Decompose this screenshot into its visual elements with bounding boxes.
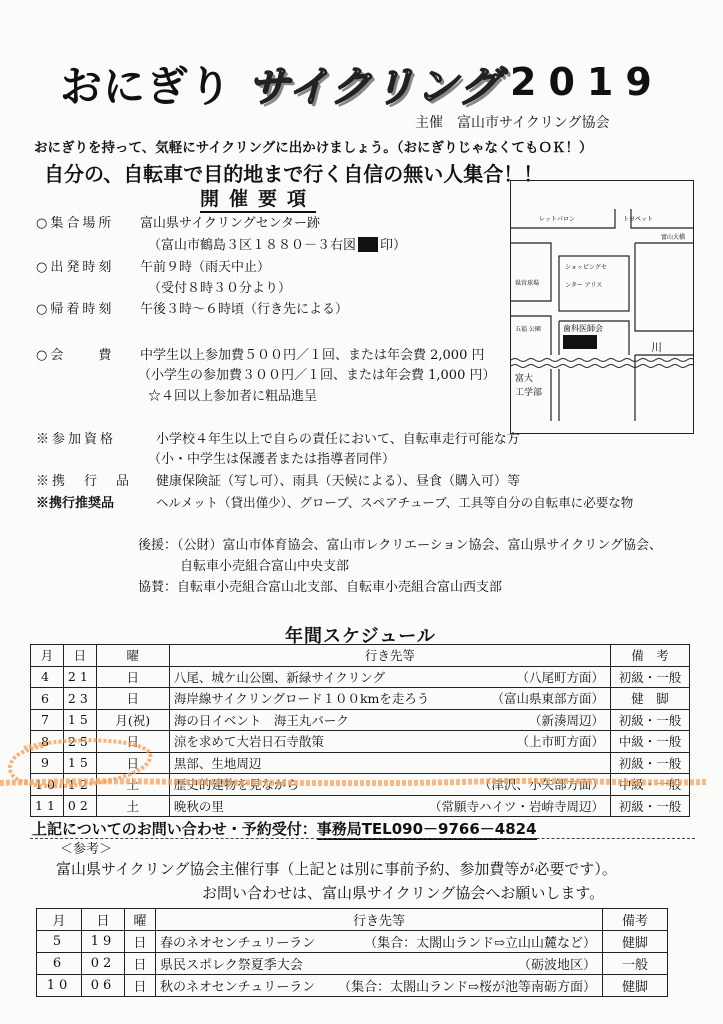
- destination-area: （八尾町方面）: [516, 669, 604, 685]
- map-label-3: ショッピングセ: [565, 264, 607, 271]
- cell-destination: [169, 731, 610, 753]
- location-map: [510, 180, 694, 434]
- cell-note: 初級・一般: [611, 666, 690, 688]
- destination-area: （砺波地区）: [517, 958, 596, 973]
- destination-area: （富山県東部方面）: [491, 691, 604, 707]
- destination-text: 海の日イベント 海王丸パーク: [173, 712, 349, 728]
- cell-day: 02: [63, 795, 96, 817]
- destination-area: （集合：太閤山ランド⇨桜が池等南砺方面）: [338, 980, 596, 995]
- header-destination: 行き先等: [169, 645, 610, 667]
- cell-month: 11: [31, 795, 64, 817]
- cell-weekday: 土: [96, 774, 169, 796]
- map-label-5: 県営球場: [515, 280, 540, 287]
- destination-area: （集合：太閤山ランド⇨立山山麓など）: [364, 936, 596, 951]
- schedule-row: [31, 795, 690, 817]
- cell-month: 10: [37, 975, 82, 997]
- ref-header-month: 月: [37, 909, 82, 931]
- reference-table: [36, 908, 668, 997]
- cell-day: 12: [63, 774, 96, 796]
- cell-note: 健 脚: [611, 688, 690, 710]
- event-title: [60, 54, 501, 114]
- tagline: おにぎりを持って、気軽にサイクリングに出かけましょう。（おにぎりじゃなくてもＯＫ！）: [34, 140, 593, 156]
- schedule-title: 年間スケジュール: [285, 626, 436, 647]
- reference-label: ＜参考＞: [60, 842, 113, 857]
- cell-note: 一般: [603, 953, 668, 975]
- destination-area: （上市町方面）: [516, 734, 604, 750]
- section-heading: 開催要項: [200, 184, 316, 213]
- schedule-row: [31, 666, 690, 688]
- cell-month: 4: [31, 666, 64, 688]
- cell-note: 中級・一般: [611, 731, 690, 753]
- organizer: 主催 富山市サイクリング協会: [415, 115, 610, 131]
- cell-note: 健脚: [603, 975, 668, 997]
- cell-day: 21: [63, 666, 96, 688]
- map-marker-box: [358, 237, 378, 252]
- schedule-row: [31, 688, 690, 710]
- meeting-value: 富山県サイクリングセンター跡: [140, 216, 321, 231]
- return-row: [36, 298, 348, 317]
- cell-month: 6: [31, 688, 64, 710]
- sponsors: [138, 576, 502, 595]
- cell-weekday: 月(祝): [96, 709, 169, 731]
- highlight-stroke: [0, 776, 710, 793]
- cell-destination: [169, 666, 610, 688]
- ref-header-note: 備考: [603, 909, 668, 931]
- cell-note: 初級・一般: [611, 752, 690, 774]
- map-label-7: 歯科医師会: [563, 324, 603, 333]
- return-value: 午後３時～６時頃（行き先による）: [140, 302, 349, 317]
- meeting-point-marker: [563, 335, 597, 349]
- cell-day: 02: [82, 953, 125, 975]
- cell-month: 7: [31, 709, 64, 731]
- destination-text: 海岸線サイクリングロード１００kmを走ろう: [173, 691, 430, 707]
- headline: 自分の、自転車で目的地まで行く自信の無い人集合！！: [44, 162, 544, 186]
- cell-month: 6: [37, 953, 82, 975]
- map-label-4: ンター アリス: [565, 282, 603, 289]
- depart-label: ○出発時刻: [36, 260, 115, 275]
- cell-destination: [169, 688, 610, 710]
- header-day: 日: [63, 645, 96, 667]
- cell-destination: [156, 931, 603, 953]
- map-label-1: トヨペット: [623, 216, 654, 223]
- destination-text: 晩秋の里: [173, 798, 224, 814]
- fee-line1: 中学生以上参加費５００円／１回、または年会費 2,000 円: [140, 348, 485, 363]
- cell-weekday: 土: [96, 795, 169, 817]
- depart-value: 午前９時（雨天中止）: [140, 260, 271, 275]
- items-value: 健康保険証（写し可）、雨具（天候による）、昼食（購入可）等: [156, 474, 521, 489]
- destination-text: 県民スポレク祭夏季大会: [160, 958, 303, 973]
- depart-row: [36, 256, 270, 275]
- cell-day: 19: [82, 931, 125, 953]
- ref-header-weekday: 曜: [125, 909, 156, 931]
- schedule-header-row: [31, 645, 690, 667]
- header-weekday: 曜: [96, 645, 169, 667]
- cell-destination: [156, 975, 603, 997]
- cell-day: 06: [82, 975, 125, 997]
- backers-label: 後援：: [138, 538, 178, 553]
- cell-weekday: 日: [96, 688, 169, 710]
- items-row: [36, 470, 520, 489]
- title-part2: サイクリング: [247, 62, 502, 111]
- map-label-6: 五福 公園: [515, 326, 541, 333]
- destination-text: 春のネオセンチュリーラン: [160, 936, 316, 951]
- cell-weekday: 日: [96, 752, 169, 774]
- ref-header-day: 日: [82, 909, 125, 931]
- cell-month: 10: [31, 774, 64, 796]
- schedule-row: [31, 709, 690, 731]
- cell-month: 5: [37, 931, 82, 953]
- reception-time: （受付８時３０分より）: [148, 281, 292, 296]
- meeting-label: ○集合場所: [36, 216, 115, 231]
- map-drawing: [511, 181, 693, 433]
- reference-line2: お問い合わせは、富山県サイクリング協会へお願いします。: [202, 884, 605, 902]
- header-month: 月: [31, 645, 64, 667]
- header-note: 備 考: [611, 645, 690, 667]
- title-part1: おにぎり: [60, 62, 233, 111]
- cell-weekday: 日: [96, 666, 169, 688]
- qualification-row: [36, 428, 520, 447]
- cell-destination: [169, 795, 610, 817]
- sponsors-value: 自転車小売組合富山北支部、自転車小売組合富山西支部: [177, 580, 503, 595]
- backers-line1: （公財）富山市体育協会、富山市レクリエーション協会、富山県サイクリング協会、: [177, 538, 663, 553]
- cell-day: 15: [63, 752, 96, 774]
- map-label-10: 工学部: [515, 388, 543, 398]
- reference-row: [37, 953, 668, 975]
- cell-day: 25: [63, 731, 96, 753]
- cell-month: 9: [31, 752, 64, 774]
- fee-row: [36, 344, 484, 363]
- destination-area: （新湊周辺）: [528, 712, 604, 728]
- fee-line2: （小学生の参加費３００円／１回、または年会費 1,000 円）: [138, 368, 496, 383]
- cell-note: 初級・一般: [611, 709, 690, 731]
- items-label: ※携 行 品: [36, 474, 133, 489]
- destination-text: 秋のネオセンチュリーラン: [160, 980, 316, 995]
- destination-area: （津沢、小矢部方面）: [478, 777, 604, 793]
- inquiry-contact: 事務局TEL090－9766－4824: [316, 820, 537, 838]
- cell-month: 8: [31, 731, 64, 753]
- ref-header-destination: 行き先等: [156, 909, 603, 931]
- qualification-label: ※参加資格: [36, 432, 117, 447]
- inquiry-line: [32, 818, 537, 839]
- destination-text: 黒部、生地周辺: [173, 755, 262, 771]
- reference-line1: 富山県サイクリング協会主催行事（上記とは別に事前予約、参加費等が必要です）。: [56, 860, 617, 878]
- divider: [30, 838, 695, 839]
- cell-weekday: 日: [125, 975, 156, 997]
- destination-text: 歴史的建物を見ながら: [173, 777, 299, 793]
- map-label-8: 川: [651, 341, 662, 354]
- cell-day: 15: [63, 709, 96, 731]
- title-year: 2019: [510, 60, 664, 104]
- reference-header-row: [37, 909, 668, 931]
- fee-line3: ☆４回以上参加者に粗品進呈: [148, 389, 318, 404]
- inquiry-prefix: 上記についてのお問い合わせ・予約受付：: [32, 820, 317, 838]
- destination-text: 八尾、城ケ山公園、新緑サイクリング: [173, 669, 385, 685]
- cell-destination: [169, 709, 610, 731]
- map-label-0: レットパロン: [539, 216, 575, 223]
- meeting-address: （富山市鶴島３区１８８０－３右図 印）: [148, 238, 407, 253]
- destination-area: （常願寺ハイツ・岩峅寺周辺）: [428, 798, 604, 814]
- qualification-note: （小・中学生は保護者または指導者同伴）: [148, 452, 396, 467]
- recommended-value: ヘルメット（貸出僅少）、グローブ、スペアチューブ、工具等自分の自転車に必要な物: [156, 495, 634, 510]
- map-label-2: 富山大橋: [661, 234, 686, 241]
- meeting-row: [36, 212, 320, 231]
- cell-destination: [156, 953, 603, 975]
- backers: [138, 534, 662, 553]
- backers-line2: 自転車小売組合富山中央支部: [180, 559, 350, 574]
- map-label-9: 富大: [515, 374, 534, 384]
- cell-weekday: 日: [96, 731, 169, 753]
- cell-note: 健脚: [603, 931, 668, 953]
- return-label: ○帰着時刻: [36, 302, 115, 317]
- cell-note: 初級・一般: [611, 795, 690, 817]
- fee-label: ○会 費: [36, 348, 115, 363]
- cell-destination: [169, 752, 610, 774]
- recommended-label: ※携行推奨品: [36, 496, 115, 511]
- reference-row: [37, 975, 668, 997]
- reference-row: [37, 931, 668, 953]
- qualification-value: 小学校４年生以上で自らの責任において、自転車走行可能な方: [156, 432, 520, 447]
- cell-weekday: 日: [125, 931, 156, 953]
- cell-note: 中級・一般: [611, 774, 690, 796]
- sponsors-label: 協賛：: [138, 580, 178, 595]
- destination-text: 涼を求めて大岩日石寺散策: [173, 734, 324, 750]
- cell-day: 23: [63, 688, 96, 710]
- cell-weekday: 日: [125, 953, 156, 975]
- recommended-row: [36, 492, 633, 511]
